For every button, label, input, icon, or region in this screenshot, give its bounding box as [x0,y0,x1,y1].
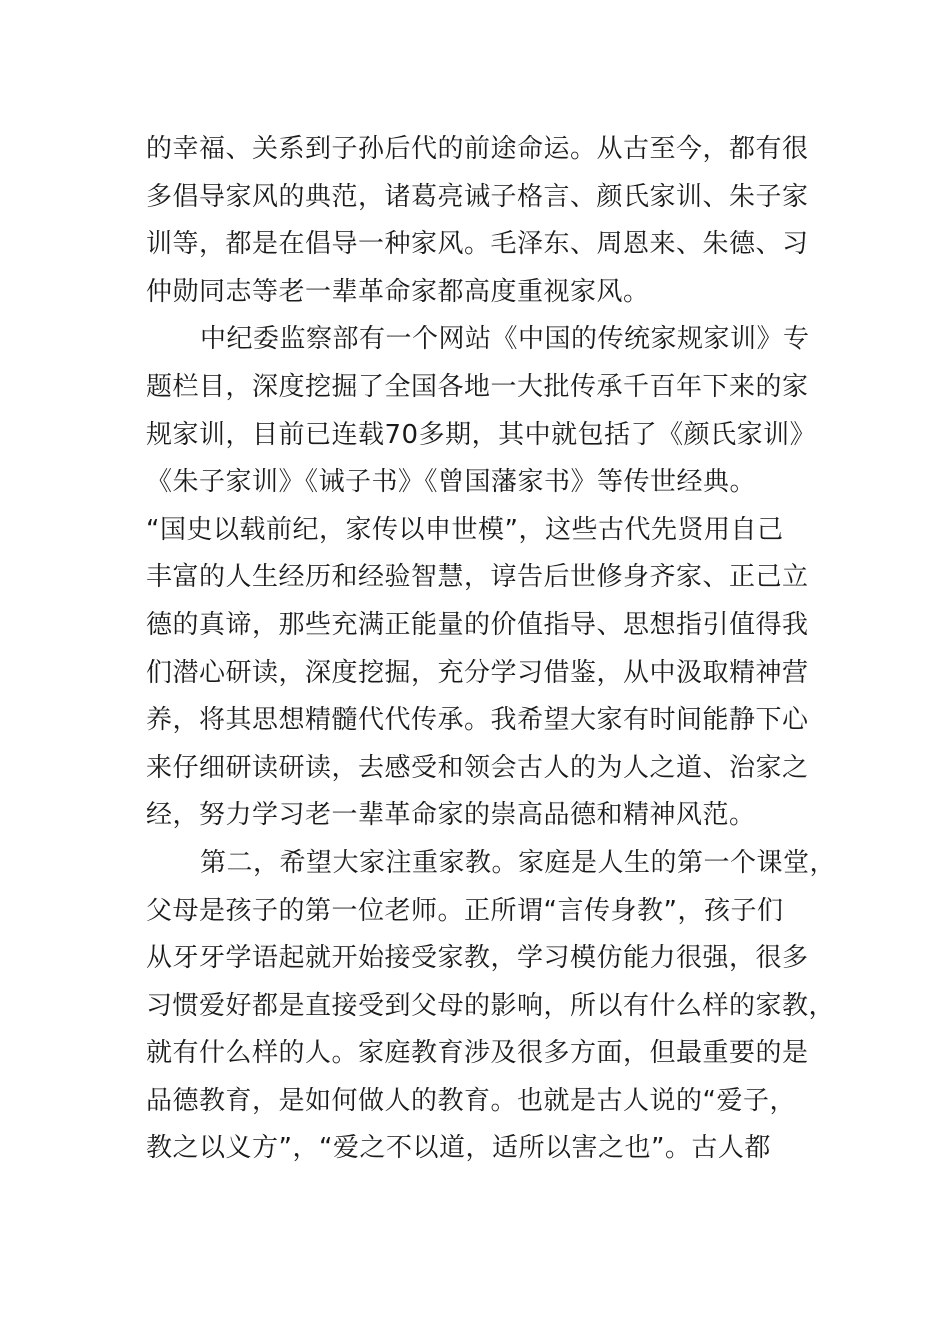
text-line: 经，努力学习老一辈革命家的崇高品德和精神风范。 [146,800,756,831]
body-text [146,126,837,1173]
text-line: 训等，都是在倡导一种家风。毛泽东、周恩来、朱德、习 [146,229,809,260]
text-line: 养，将其思想精髓代代传承。我希望大家有时间能静下心 [146,705,809,736]
text-line: 父母是孩子的第一位老师。正所谓“言传身教”，孩子们 [146,895,784,926]
text-line: 《朱子家训》《诫子书》《曾国藩家书》等传世经典。 [146,467,757,498]
text-line: 教之以义方”，“爱之不以道，适所以害之也”。古人都 [146,1133,771,1164]
text-line: 第二，希望大家注重家教。家庭是人生的第一个课堂， [200,847,837,878]
text-line: 中纪委监察部有一个网站《中国的传统家规家训》专 [200,324,810,355]
text-line: 就有什么样的人。家庭教育涉及很多方面，但最重要的是 [146,1038,809,1069]
text-line: 习惯爱好都是直接受到父母的影响，所以有什么样的家教， [146,990,836,1021]
text-line: 丰富的人生经历和经验智慧，谆告后世修身齐家、正己立 [146,562,809,593]
text-line: 规家训，目前已连载70多期，其中就包括了《颜氏家训》 [146,419,817,450]
text-line: 从牙牙学语起就开始接受家教，学习模仿能力很强，很多 [146,943,809,974]
text-line: “国史以载前纪，家传以申世模”，这些古代先贤用自己 [146,514,784,545]
text-line: 题栏目，深度挖掘了全国各地一大批传承千百年下来的家 [146,371,809,402]
text-line: 们潜心研读，深度挖掘，充分学习借鉴，从中汲取精神营 [146,657,809,688]
text-line: 的幸福、关系到子孙后代的前途命运。从古至今，都有很 [146,134,809,164]
text-line: 品德教育，是如何做人的教育。也就是古人说的“爱子， [146,1085,796,1116]
text-line: 多倡导家风的典范，诸葛亮诫子格言、颜氏家训、朱子家 [146,181,809,212]
text-line: 仲勋同志等老一辈革命家都高度重视家风。 [146,276,650,307]
text-line: 来仔细研读研读，去感受和领会古人的为人之道、治家之 [146,752,809,783]
text-line: 德的真谛，那些充满正能量的价值指导、思想指引值得我 [146,609,809,640]
